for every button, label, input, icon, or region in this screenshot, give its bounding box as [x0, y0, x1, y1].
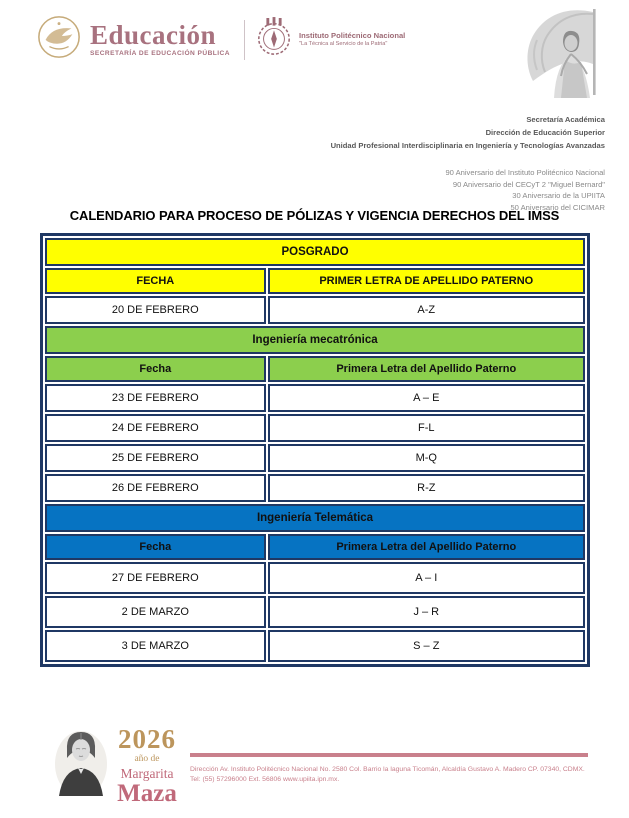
ipn-emblem-icon	[255, 16, 293, 63]
dept-line: Secretaría Académica	[526, 115, 605, 124]
flag-woman-watermark	[507, 6, 627, 103]
cell-letras: A – I	[268, 562, 585, 594]
column-header-letra: PRIMER LETRA DE APELLIDO PATERNO	[268, 268, 585, 294]
cell-fecha: 25 DE FEBRERO	[45, 444, 266, 472]
dept-line: Unidad Profesional Interdisciplinaria en Ingeniería y Tecnologías Avanzadas	[330, 141, 605, 150]
column-header-row	[45, 534, 585, 560]
cell-fecha: 26 DE FEBRERO	[45, 474, 266, 502]
column-header-row	[45, 356, 585, 382]
anniversary-line: 50 Aniversario del CICIMAR	[510, 202, 605, 212]
column-header-row	[45, 268, 585, 294]
footer-address-line: Tel: (55) 57296000 Ext. 56806 www.upiita.ipn.mx.	[190, 775, 340, 783]
ipn-name-text: Instituto Politécnico Nacional	[298, 31, 406, 40]
section-title: Ingeniería mecatrónica	[45, 326, 585, 354]
ipn-wordmark	[299, 31, 405, 48]
column-header-letra: Primera Letra del Apellido Paterno	[268, 356, 585, 382]
margarita-maza-portrait	[54, 724, 108, 801]
anniversary-line: 90 Aniversario del Instituto Politécnico Nacional	[445, 168, 605, 177]
table-row	[45, 474, 585, 502]
logo-divider	[244, 20, 245, 60]
cell-fecha: 27 DE FEBRERO	[45, 562, 266, 594]
cell-letras: M-Q	[268, 444, 585, 472]
cell-fecha: 2 DE MARZO	[45, 596, 266, 628]
section-header-row	[45, 238, 585, 266]
ipn-logo	[255, 16, 405, 63]
sep-subtitle-text: SECRETARÍA DE EDUCACIÓN PÚBLICA	[90, 50, 230, 57]
cell-letras: A – E	[268, 384, 585, 412]
anniversaries-block	[445, 167, 605, 213]
cell-letras: A-Z	[268, 296, 585, 324]
column-header-fecha: Fecha	[45, 534, 266, 560]
column-header-letra: Primera Letra del Apellido Paterno	[268, 534, 585, 560]
anniversary-line: 30 Aniversario de la UPIITA	[512, 191, 605, 200]
section-header-row	[45, 504, 585, 532]
mexico-eagle-seal-icon	[36, 14, 82, 65]
page-title: CALENDARIO PARA PROCESO DE PÓLIZAS Y VIGENCIA DERECHOS DEL IMSS	[69, 208, 560, 223]
header-logo-row	[36, 14, 405, 65]
cell-fecha: 23 DE FEBRERO	[45, 384, 266, 412]
department-block	[331, 113, 605, 152]
cell-letras: R-Z	[268, 474, 585, 502]
year-2026-logo	[106, 726, 188, 806]
section-title: Ingeniería Telemática	[45, 504, 585, 532]
year-logo-tagline: año de	[134, 754, 160, 764]
cell-letras: F-L	[268, 414, 585, 442]
footer-accent-bar	[190, 753, 588, 757]
footer-address-line: Dirección Av. Instituto Politécnico Nacional No. 2580 Col. Barrio la laguna Ticomán, Alcaldía Gustavo A. Madero CP. 07340, CDMX.	[190, 766, 585, 773]
cell-fecha: 3 DE MARZO	[45, 630, 266, 662]
column-header-fecha: FECHA	[45, 268, 266, 294]
sep-brand-text: Educación	[90, 20, 217, 50]
footer-address	[190, 765, 600, 784]
ipn-motto-text: "La Técnica al Servicio de la Patria"	[298, 41, 388, 47]
year-logo-year: 2026	[118, 724, 176, 754]
section-title: POSGRADO	[45, 238, 585, 266]
sep-logo	[36, 14, 230, 65]
cell-letras: J – R	[268, 596, 585, 628]
column-header-fecha: Fecha	[45, 356, 266, 382]
cell-fecha: 20 DE FEBRERO	[45, 296, 266, 324]
sep-wordmark	[90, 22, 230, 57]
table-row	[45, 414, 585, 442]
table-row	[45, 630, 585, 662]
table-row	[45, 384, 585, 412]
cell-fecha: 24 DE FEBRERO	[45, 414, 266, 442]
cell-letras: S – Z	[268, 630, 585, 662]
table-row	[45, 596, 585, 628]
calendar-table	[40, 233, 590, 667]
section-header-row	[45, 326, 585, 354]
table-row	[45, 296, 585, 324]
table-row	[45, 562, 585, 594]
year-logo-maza: Maza	[117, 780, 177, 807]
anniversary-line: 90 Aniversario del CECyT 2 "Miguel Bernard"	[452, 179, 605, 189]
year-logo-margarita: Margarita	[120, 765, 174, 781]
dept-line: Dirección de Educación Superior	[485, 128, 605, 137]
table-row	[45, 444, 585, 472]
